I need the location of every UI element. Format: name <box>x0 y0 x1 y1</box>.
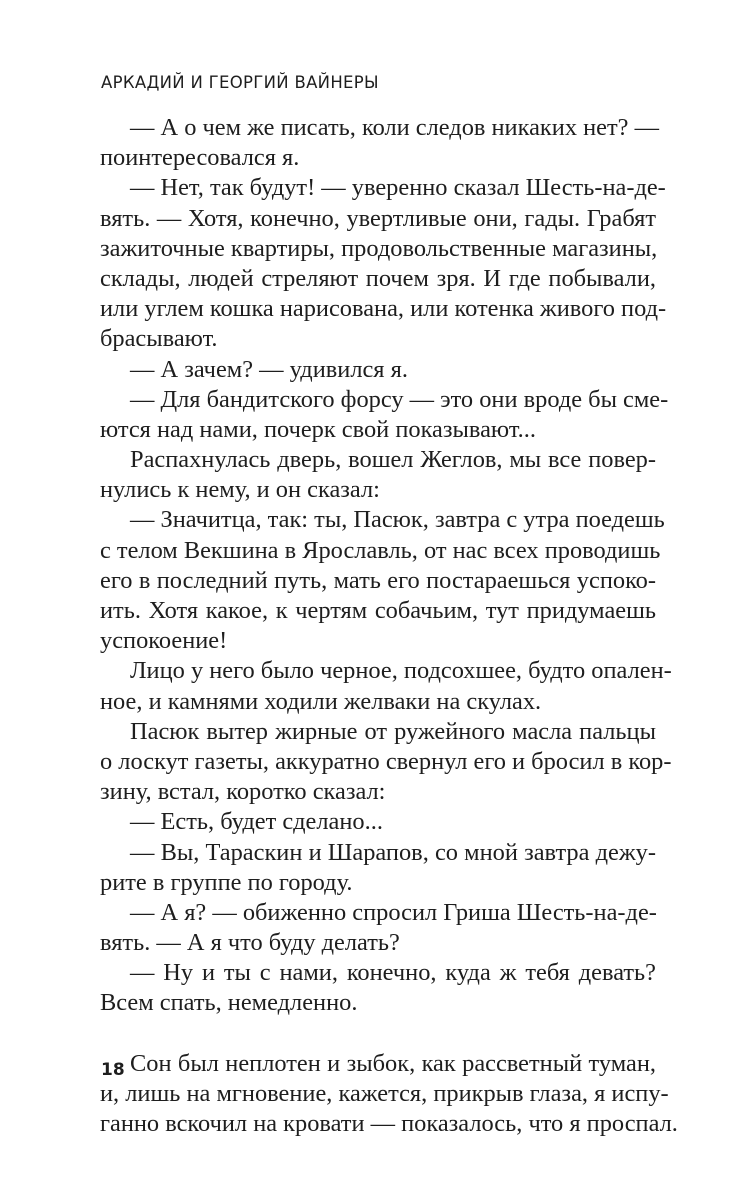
text-line: поинтересовался я. <box>100 144 300 172</box>
paragraph <box>100 838 656 898</box>
section-break <box>100 1019 656 1049</box>
text-line: — Ну и ты с нами, конечно, куда ж тебя девать? <box>130 959 656 987</box>
text-line: — Нет, так будут! — уверенно сказал Шесть-на-де- <box>130 174 666 202</box>
paragraph <box>100 113 659 173</box>
text-line: — Вы, Тараскин и Шарапов, со мной завтра дежу- <box>130 838 656 866</box>
paragraph <box>100 445 656 505</box>
paragraph <box>100 898 656 958</box>
text-line: или углем кошка нарисована, или котенка живого под- <box>100 295 667 323</box>
paragraph <box>100 173 667 354</box>
text-line: — Значитца, так: ты, Пасюк, завтра с утра поедешь <box>130 506 665 534</box>
text-line: Пасюк вытер жирные от ружейного масла пальцы <box>130 717 656 745</box>
text-line: о лоскут газеты, аккуратно свернул его и бросил в кор- <box>100 747 672 775</box>
text-line: рите в группе по городу. <box>100 868 353 896</box>
page-number: 18 <box>101 1060 125 1080</box>
text-line: и, лишь на мгновение, кажется, прикрыв глаза, я испу- <box>100 1080 669 1107</box>
text-line: вять. — А я что буду делать? <box>100 929 400 957</box>
text-line: Всем спать, немедленно. <box>100 989 358 1017</box>
text-line: его в последний путь, мать его постараешься успоко- <box>100 566 656 594</box>
paragraph <box>100 355 656 385</box>
paragraph <box>100 1049 678 1140</box>
text-line: успокоение! <box>100 627 228 655</box>
text-line: Сон был неплотен и зыбок, как рассветный туман, <box>130 1049 656 1077</box>
text-line: ить. Хотя какое, к чертям собачьим, тут придумаешь <box>100 597 656 624</box>
text-line: нулись к нему, и он сказал: <box>100 476 380 504</box>
text-line: — А зачем? — удивился я. <box>130 355 408 383</box>
text-line: ное, и камнями ходили желваки на скулах. <box>100 687 542 715</box>
text-line: с телом Векшина в Ярославль, от нас всех проводишь <box>100 536 661 564</box>
text-line: брасывают. <box>100 325 218 353</box>
text-line: вять. — Хотя, конечно, увертливые они, гады. Грабят <box>100 204 656 232</box>
text-line: — А о чем же писать, коли следов никаких нет? — <box>130 114 659 141</box>
paragraph <box>100 717 672 808</box>
text-line: — Есть, будет сделано... <box>130 808 383 836</box>
text-line: — Для бандитского форсу — это они вроде бы сме- <box>130 385 669 413</box>
paragraph <box>100 385 669 445</box>
text-line: Распахнулась дверь, вошел Жеглов, мы все повер- <box>130 446 656 474</box>
paragraph <box>100 958 656 1018</box>
paragraph <box>100 505 665 656</box>
text-line: зину, встал, коротко сказал: <box>100 778 386 806</box>
paragraph <box>100 656 672 716</box>
text-line: склады, людей стреляют почем зря. И где побывали, <box>100 264 656 292</box>
body-text <box>100 113 678 1139</box>
text-line: ются над нами, почерк свой показывают... <box>100 415 536 443</box>
text-line: зажиточные квартиры, продовольственные магазины, <box>100 234 658 262</box>
text-line: ганно вскочил на кровати — показалось, что я проспал. <box>100 1110 678 1138</box>
paragraph <box>100 807 656 837</box>
text-line: — А я? — обиженно спросил Гриша Шесть-на-де- <box>130 898 657 926</box>
running-head: АРКАДИЙ И ГЕОРГИЙ ВАЙНЕРЫ <box>101 73 379 92</box>
text-line: Лицо у него было черное, подсохшее, будто опален- <box>130 657 672 685</box>
